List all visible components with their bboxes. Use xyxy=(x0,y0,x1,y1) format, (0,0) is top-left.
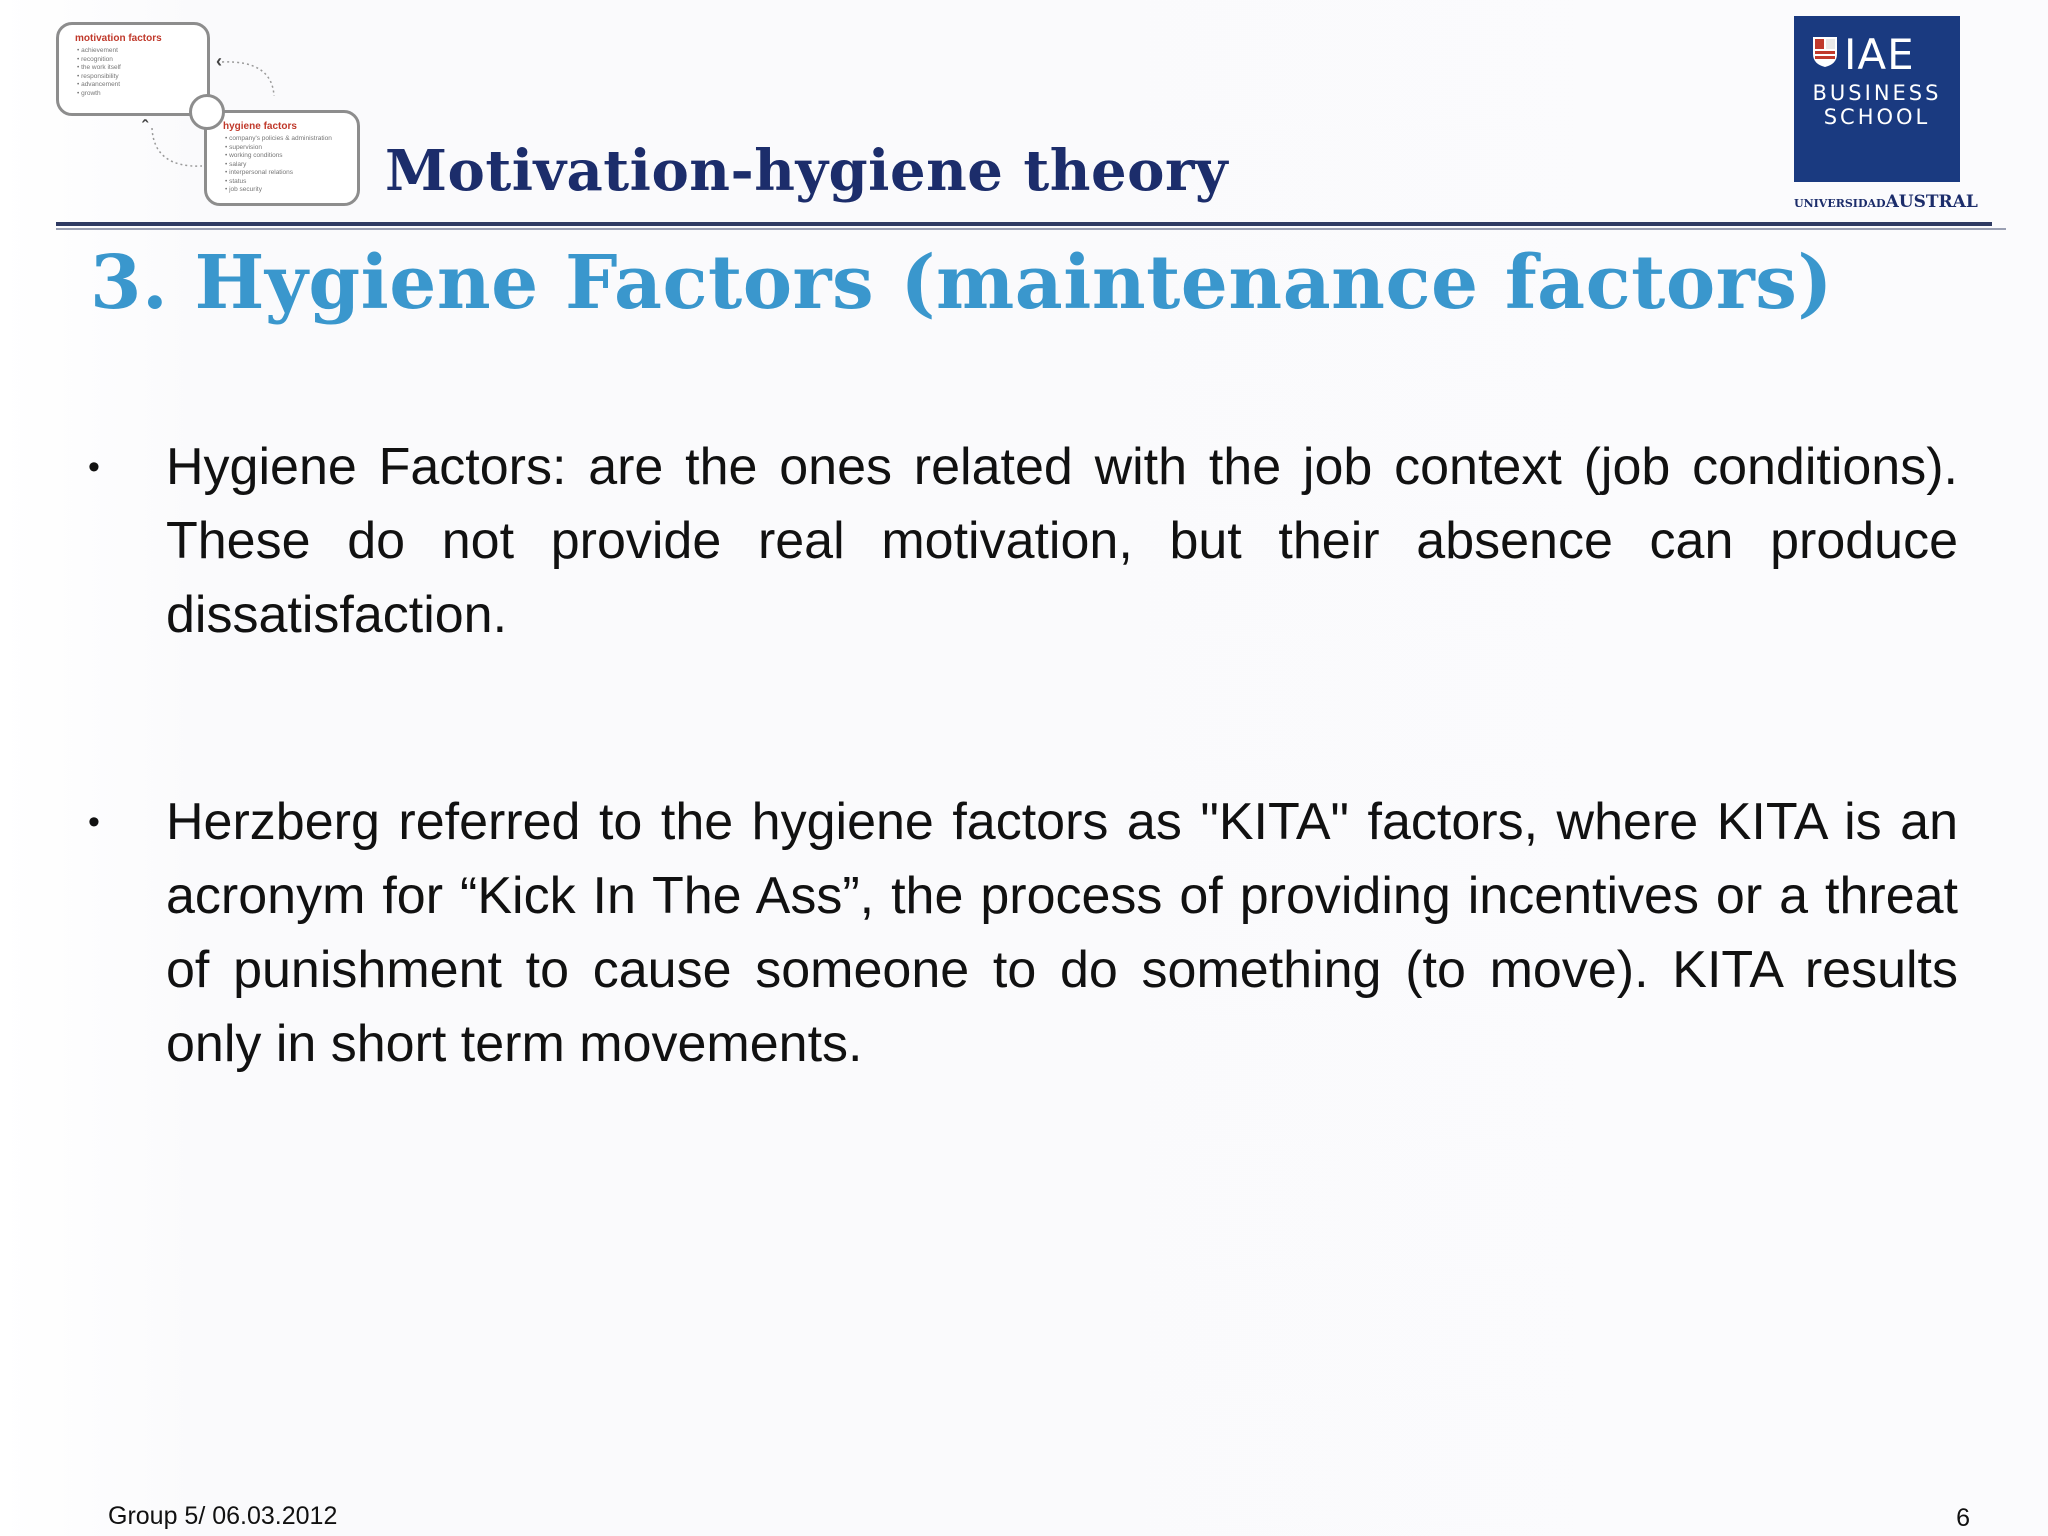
hygiene-factor-item: • status xyxy=(225,177,247,185)
bullet-text: Hygiene Factors: are the ones related with the job context (job conditions). These do not provide real motivation, but their absence can produce dissatisfaction. xyxy=(166,438,1958,644)
motivation-factor-item: • achievement xyxy=(77,47,118,54)
header-title: Motivation-hygiene theory xyxy=(385,138,1229,204)
motivation-factor-item: • responsibility xyxy=(77,72,119,80)
iae-logo xyxy=(1794,16,1960,182)
hygiene-factor-item: • company's policies & administration xyxy=(225,135,332,142)
austral-text: AUSTRAL xyxy=(1885,192,1978,212)
arrow-left-icon: ‹ xyxy=(216,51,222,71)
logo-business-text: BUSINESS xyxy=(1812,81,1942,105)
hygiene-factors-box xyxy=(204,110,360,206)
motivation-factor-item: • growth xyxy=(77,89,101,97)
universidad-text: UNIVERSIDAD xyxy=(1794,197,1886,210)
header-divider xyxy=(56,222,1992,226)
arrow-up-icon: ˆ xyxy=(142,117,148,137)
hygiene-factor-item: • job security xyxy=(225,186,262,193)
crest-icon xyxy=(1812,36,1838,68)
footer-group-date: Group 5/ 06.03.2012 xyxy=(108,1502,338,1530)
hygiene-factor-item: • working conditions xyxy=(225,152,283,159)
diagram-connector-circle xyxy=(189,94,225,130)
motivation-factors-list xyxy=(77,47,121,98)
bullet-marker: • xyxy=(88,448,100,486)
bullet-marker: • xyxy=(88,803,100,841)
motivation-factors-title: motivation factors xyxy=(75,33,162,44)
motivation-factor-item: • advancement xyxy=(77,81,121,88)
logo-iae-text: IAE xyxy=(1844,30,1915,79)
hygiene-factor-item: • supervision xyxy=(225,143,262,151)
bullet-text: Herzberg referred to the hygiene factors as "KITA" factors, where KITA is an acronym for “Kick In The Ass”, the process of providing incentives or a threat of punishment to cause someone to do something (to move). KITA results only in short term movements. xyxy=(166,793,1958,1073)
motivation-hygiene-diagram xyxy=(52,18,372,208)
hygiene-factors-list xyxy=(225,135,332,195)
logo-school-text: SCHOOL xyxy=(1823,105,1931,129)
slide-heading: 3. Hygiene Factors (maintenance factors) xyxy=(90,240,1833,326)
motivation-factor-item: • recognition xyxy=(77,55,113,63)
page-number: 6 xyxy=(1956,1504,1970,1532)
hygiene-factor-item: • salary xyxy=(225,160,247,168)
universidad-austral-label xyxy=(1794,192,1978,212)
hygiene-factors-title: hygiene factors xyxy=(223,121,297,132)
motivation-factor-item: • the work itself xyxy=(77,64,121,71)
header-divider-shadow xyxy=(56,228,2006,230)
motivation-factors-box xyxy=(56,22,210,116)
hygiene-factor-item: • interpersonal relations xyxy=(225,169,294,176)
